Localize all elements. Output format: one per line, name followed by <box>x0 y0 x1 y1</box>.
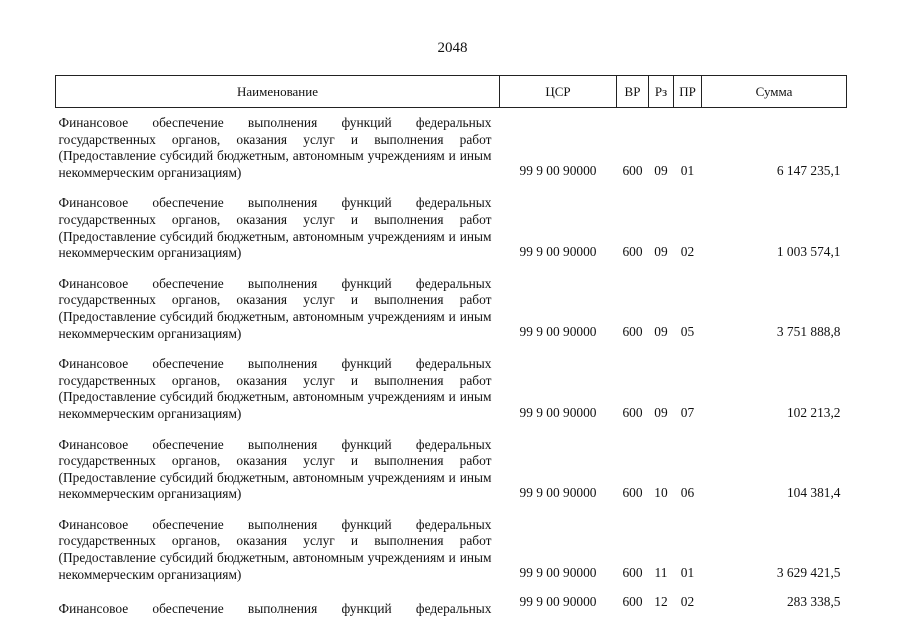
cell-sum: 3 751 888,8 <box>776 324 841 340</box>
cell-csr: 99 9 00 90000 <box>519 484 597 500</box>
table-body <box>56 108 847 618</box>
cell-name: Финансовое обеспечение выполнения функций федеральных государственных органов, оказания услуг и выполнения работ (Предоставление субсидий бюджетным, автономным учреждениям и иным некоммерческим организациям) <box>58 115 492 180</box>
table-row <box>56 349 847 429</box>
cell-pr: 06 <box>680 484 695 500</box>
cell-csr: 99 9 00 90000 <box>519 163 597 179</box>
cell-pr: 07 <box>680 404 695 420</box>
table-row <box>56 269 847 349</box>
cell-rz: 10 <box>654 484 668 500</box>
cell-pr: 01 <box>680 163 695 179</box>
header-vr: ВР <box>617 76 649 108</box>
cell-pr: 02 <box>680 594 695 610</box>
cell-rz: 09 <box>654 404 668 420</box>
cell-csr: 99 9 00 90000 <box>519 565 597 581</box>
header-name: Наименование <box>56 76 500 108</box>
header-rz: Рз <box>649 76 674 108</box>
cell-csr: 99 9 00 90000 <box>519 324 597 340</box>
cell-name: Финансовое обеспечение выполнения функций федеральных государственных органов, оказания услуг и выполнения работ (Предоставление субсидий бюджетным, автономным учреждениям и иным некоммерческим организациям) <box>58 436 492 502</box>
cell-sum: 104 381,4 <box>786 484 841 500</box>
page-number: 2048 <box>437 40 468 56</box>
cell-csr: 99 9 00 90000 <box>519 243 597 259</box>
budget-table <box>55 75 847 618</box>
cell-vr: 600 <box>622 324 643 340</box>
cell-sum: 3 629 421,5 <box>776 565 841 581</box>
header-sum: Сумма <box>702 76 847 108</box>
cell-name: Финансовое обеспечение выполнения функций федеральных государственных органов, оказания услуг и выполнения работ (Предоставление субсидий бюджетным, автономным учреждениям и иным некоммерческим организациям) <box>58 516 492 582</box>
cell-vr: 600 <box>622 404 643 420</box>
cell-csr: 99 9 00 90000 <box>519 594 597 610</box>
table-row <box>56 430 847 510</box>
cell-vr: 600 <box>622 163 643 179</box>
cell-pr: 02 <box>680 243 695 259</box>
cell-sum: 102 213,2 <box>786 404 841 420</box>
cell-vr: 600 <box>622 484 643 500</box>
cell-rz: 11 <box>654 565 668 581</box>
cell-pr: 05 <box>680 324 695 340</box>
table-row <box>56 510 847 590</box>
cell-rz: 09 <box>654 324 668 340</box>
cell-rz: 09 <box>654 243 668 259</box>
cell-vr: 600 <box>622 243 643 259</box>
table-row <box>56 108 847 189</box>
cell-sum: 1 003 574,1 <box>776 243 841 259</box>
cell-sum: 6 147 235,1 <box>776 163 841 179</box>
header-pr: ПР <box>674 76 702 108</box>
cell-name: Финансовое обеспечение выполнения функций федеральных государственных органов, оказания услуг и выполнения работ (Предоставление субсидий бюджетным, автономным учреждениям и иным некоммерческим организациям) <box>58 275 492 341</box>
cell-csr: 99 9 00 90000 <box>519 404 597 420</box>
cell-pr: 01 <box>680 565 695 581</box>
table-header <box>56 76 847 108</box>
cell-sum: 283 338,5 <box>786 594 841 610</box>
table-row <box>56 188 847 268</box>
table-row <box>56 590 847 618</box>
cell-rz: 09 <box>654 163 668 179</box>
cell-vr: 600 <box>622 594 643 610</box>
header-csr: ЦСР <box>500 76 617 108</box>
cell-vr: 600 <box>622 565 643 581</box>
cell-name: Финансовое обеспечение выполнения функций федеральных государственных органов, оказания услуг и выполнения работ (Предоставление субсидий бюджетным, автономным учреждениям и иным некоммерческим организациям) <box>58 195 492 261</box>
cell-name: Финансовое обеспечение выполнения функций федеральных государственных органов, оказания услуг и выполнения работ (Предоставление субсидий бюджетным, автономным учреждениям и иным некоммерческим организациям) <box>58 356 492 421</box>
cell-rz: 12 <box>654 594 668 610</box>
cell-name: Финансовое обеспечение выполнения функций федеральных <box>58 601 492 617</box>
